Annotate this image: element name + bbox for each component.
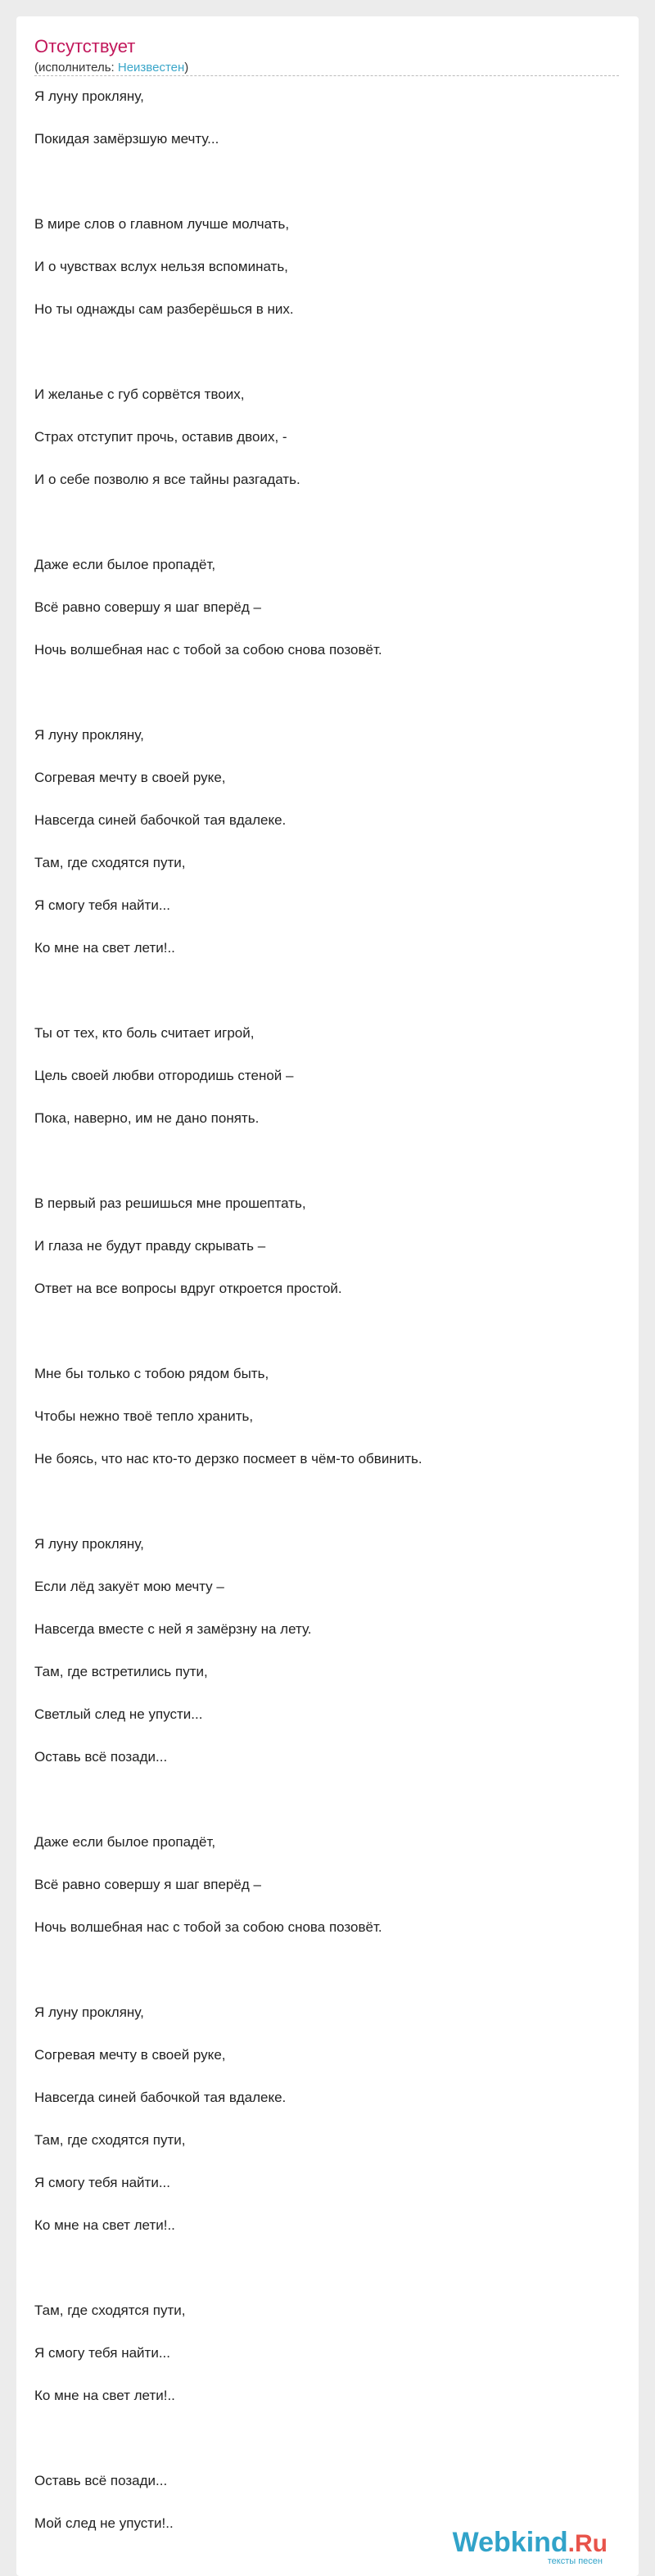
lyric-line: Я луну прокляну, — [34, 727, 144, 743]
lyric-line: И желанье с губ сорвётся твоих, — [34, 386, 245, 402]
lyric-line: Там, где сходятся пути, — [34, 2303, 186, 2318]
lyric-line: Ночь волшебная нас с тобой за собою снова позовёт. — [34, 642, 382, 658]
lyric-line: Я луну прокляну, — [34, 88, 144, 104]
lyric-line: Покидая замёрзшую мечту... — [34, 131, 219, 147]
logo-tagline: тексты песен — [547, 2556, 603, 2566]
site-logo[interactable] — [453, 2529, 608, 2566]
lyric-line: Даже если былое пропадёт, — [34, 557, 216, 572]
lyric-line: В мире слов о главном лучше молчать, — [34, 216, 290, 232]
logo-tld: .Ru — [567, 2530, 608, 2557]
lyric-line: Навсегда синей бабочкой тая вдалеке. — [34, 812, 287, 828]
logo-wordmark — [453, 2529, 608, 2558]
lyric-line: Страх отступит прочь, оставив двоих, - — [34, 429, 287, 445]
lyric-line: И о чувствах вслух нельзя вспоминать, — [34, 259, 288, 274]
lyric-line: Я смогу тебя найти... — [34, 2175, 171, 2190]
artist-line — [34, 61, 188, 75]
lyric-line: Светлый след не упусти... — [34, 1706, 203, 1722]
lyric-line: Ночь волшебная нас с тобой за собою снова позовёт. — [34, 1919, 382, 1935]
lyric-line: Ответ на все вопросы вдруг откроется простой. — [34, 1281, 342, 1296]
lyric-line: Я луну прокляну, — [34, 1536, 144, 1552]
song-title: Отсутствует — [34, 36, 136, 56]
lyric-line: И глаза не будут правду скрывать – — [34, 1238, 266, 1254]
lyric-line: Чтобы нежно твоё тепло хранить, — [34, 1408, 254, 1424]
lyric-line: Там, где сходятся пути, — [34, 855, 186, 870]
lyric-line: Ты от тех, кто боль считает игрой, — [34, 1025, 255, 1041]
lyric-line: Там, где встретились пути, — [34, 1664, 208, 1679]
lyric-line: Я луну прокляну, — [34, 2004, 144, 2020]
lyrics-card — [16, 16, 639, 2576]
lyric-line: Согревая мечту в своей руке, — [34, 2047, 226, 2063]
lyric-line: Всё равно совершу я шаг вперёд – — [34, 1877, 261, 1892]
lyric-line: Цель своей любви отгородишь стеной – — [34, 1068, 294, 1083]
lyric-line: Оставь всё позади... — [34, 2473, 168, 2488]
lyric-line: Но ты однажды сам разберёшься в них. — [34, 301, 294, 317]
artist-link[interactable]: Неизвестен — [117, 61, 185, 75]
lyric-line: Не боясь, что нас кто-то дерзко посмеет в чём-то обвинить. — [34, 1451, 422, 1467]
artist-suffix: ) — [184, 61, 189, 75]
lyric-line: Если лёд закуёт мою мечту – — [34, 1579, 224, 1594]
lyric-line: Там, где сходятся пути, — [34, 2132, 186, 2148]
lyric-line: Ко мне на свет лети!.. — [34, 940, 175, 956]
lyric-line: Навсегда синей бабочкой тая вдалеке. — [34, 2090, 287, 2105]
lyric-line: И о себе позволю я все тайны разгадать. — [34, 472, 300, 487]
lyric-line: Ко мне на свет лети!.. — [34, 2217, 175, 2233]
lyric-line: Ко мне на свет лети!.. — [34, 2388, 175, 2403]
lyric-line: Согревая мечту в своей руке, — [34, 770, 226, 785]
lyric-line: Мне бы только с тобою рядом быть, — [34, 1366, 269, 1381]
lyric-line: Пока, наверно, им не дано понять. — [34, 1110, 260, 1126]
lyric-line: Всё равно совершу я шаг вперёд – — [34, 599, 261, 615]
lyric-line: Навсегда вместе с ней я замёрзну на лету. — [34, 1621, 312, 1637]
artist-prefix: (исполнитель: — [34, 61, 118, 75]
lyric-line: Я смогу тебя найти... — [34, 897, 171, 913]
lyric-line: Даже если былое пропадёт, — [34, 1834, 216, 1850]
logo-name: Webkind — [452, 2527, 568, 2558]
lyric-line: В первый раз решишься мне прошептать, — [34, 1195, 306, 1211]
lyric-line: Мой след не упусти!.. — [34, 2515, 174, 2531]
title-divider — [34, 75, 619, 76]
lyric-line: Оставь всё позади... — [34, 1749, 168, 1765]
lyric-line: Я смогу тебя найти... — [34, 2345, 171, 2361]
